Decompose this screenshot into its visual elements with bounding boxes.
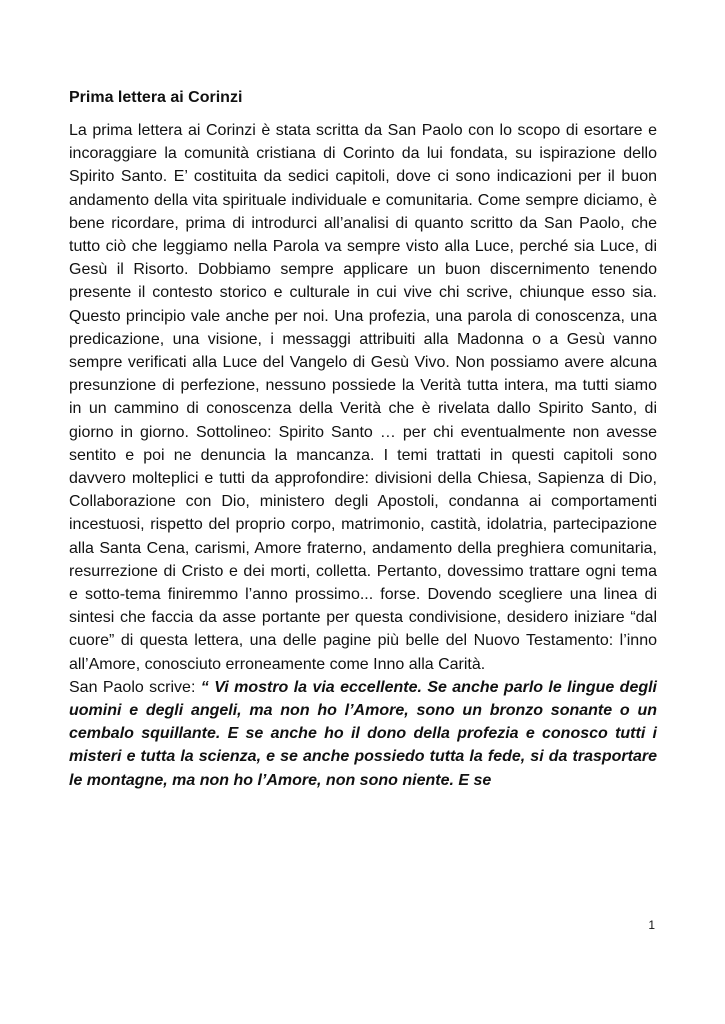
page-number: 1 [648,918,655,932]
document-page [69,86,657,792]
bible-quote: “ Vi mostro la via eccellente. Se anche parlo le lingue degli uomini e degli angeli, ma non ho l’Amore, sono un bronzo sonante o un cembalo squillante. E se anche ho il dono della profezia e conosco tutti i misteri e tutta la scienza, e se anche possiedo tutta la fede, si da trasportare le montagne, ma non ho l’Amore, non sono niente. E se [69,678,658,789]
quote-intro: San Paolo scrive: [69,678,201,696]
paragraph: La prima lettera ai Corinzi è stata scritta da San Paolo con lo scopo di esortare e incoraggiare la comunità cristiana di Corinto da lui fondata, su ispirazione dello Spirito Santo. E’ costituita da sedici capitoli, dove ci sono indicazioni per il buon andamento della vita spirituale individuale e comunitaria. Come sempre diciamo, è bene ricordare, prima di introdurci all’analisi di quanto scritto da San Paolo, che tutto ciò che leggiamo nella Parola va sempre visto alla Luce, perché sia Luce, di Gesù il Risorto. Dobbiamo sempre applicare un buon discernimento tenendo presente il contesto storico e culturale in cui vive chi scrive, chiunque esso sia. Questo principio vale anche per noi. Una profezia, una parola di conoscenza, una predicazione, una visione, i messaggi attribuiti alla Madonna o a Gesù vanno sempre verificati alla Luce del Vangelo di Gesù Vivo. Non possiamo avere alcuna presunzione di perfezione, nessuno possiede la Verità tutta intera, ma tutti siamo in un cammino di conoscenza della Verità che è rivelata dallo Spirito Santo, di giorno in giorno. Sottolineo: Spirito Santo … per chi eventualmente non avesse sentito e poi ne denuncia la mancanza. I temi trattati in questi capitoli sono davvero molteplici e tutti da approfondire: divisioni della Chiesa, Sapienza di Dio, Collaborazione con Dio, ministero degli Apostoli, condanna ai comportamenti incestuosi, rispetto del proprio corpo, matrimonio, castità, idolatria, partecipazione alla Santa Cena, carismi, Amore fraterno, andamento della preghiera comunitaria, resurrezione di Cristo e dei morti, colletta. Pertanto, dovessimo trattare ogni tema e sotto-tema finiremmo l’anno prossimo... forse. Dovendo scegliere una linea di sintesi che faccia da asse portante per questa condivisione, desidero iniziare “dal cuore” di questa lettera, una delle pagine più belle del Nuovo Testamento: l’inno all’Amore, conosciuto erroneamente come Inno alla Carità. [69,122,657,673]
quote-paragraph [69,676,657,792]
document-title: Prima lettera ai Corinzi [69,89,243,106]
